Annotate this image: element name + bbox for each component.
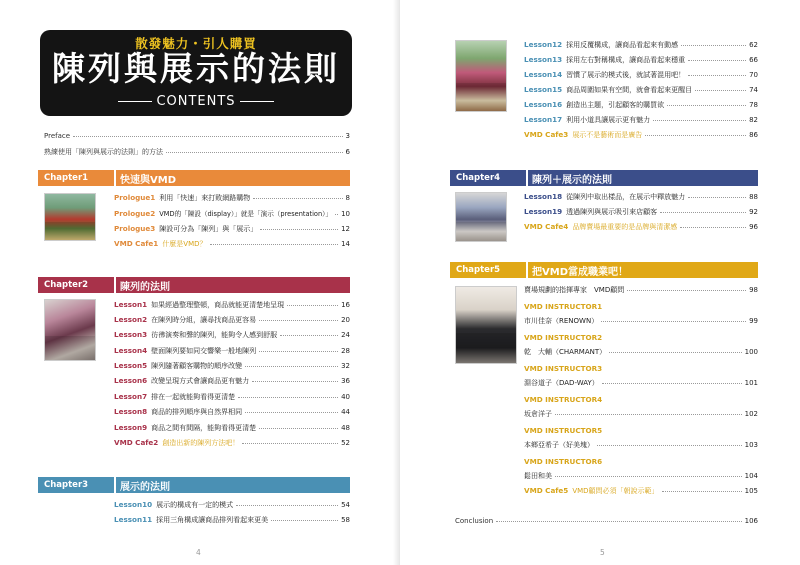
- chapter1-photo: [44, 193, 96, 241]
- leader-dots: [259, 351, 338, 352]
- page-number: 106: [744, 517, 758, 525]
- entry-text: 在陳列時分組，讓尋找商品更容易: [151, 316, 257, 324]
- entry-text: VMD顧問必須「朝說示範」: [572, 487, 659, 495]
- entry-label: Lesson12: [524, 40, 563, 49]
- toc-entry-how-to-use[interactable]: [44, 145, 350, 159]
- entry-text: 鬆田和美: [524, 472, 552, 480]
- entry-text: Conclusion: [455, 517, 494, 525]
- entry-label: Prologue2: [114, 209, 156, 218]
- entry-text: 品牌賣場最重要的是品牌與清潔感: [572, 223, 678, 231]
- page-number: 6: [345, 148, 350, 156]
- entry-text: 商品周圍如果有空間，就會看起來更醒目: [566, 86, 693, 94]
- entry-label: Lesson4: [114, 346, 148, 355]
- page-number: 44: [341, 408, 350, 416]
- toc-entry[interactable]: [524, 345, 758, 359]
- toc-entry-cafe[interactable]: [524, 484, 758, 498]
- toc-entry-cafe[interactable]: [524, 128, 758, 142]
- entry-text: VMD的「陳設（display）」就是「演示（presentation）」: [159, 210, 333, 218]
- page-number: 24: [341, 331, 350, 339]
- entry-text: 創造出新的陳列方法吧！: [162, 439, 240, 447]
- page-number: 74: [749, 86, 758, 94]
- entry-label: Lesson6: [114, 376, 148, 385]
- entry-label: VMD Cafe5: [524, 486, 569, 495]
- toc-entry[interactable]: [114, 298, 350, 312]
- page-number: 98: [749, 286, 758, 294]
- page-number: 102: [744, 410, 758, 418]
- entry-label: Lesson5: [114, 361, 148, 370]
- entry-label: VMD Cafe2: [114, 438, 159, 447]
- toc-entry-cafe[interactable]: [524, 220, 758, 234]
- entry-label: VMD Cafe3: [524, 130, 569, 139]
- instructor-heading: [524, 300, 758, 314]
- entry-text: 展示的構成有一定的模式: [156, 501, 234, 509]
- entry-text: 乾 大輔（CHARMANT）: [524, 348, 607, 356]
- chapter5-photo: [455, 286, 517, 364]
- leader-dots: [681, 45, 746, 46]
- page-number: 99: [749, 317, 758, 325]
- entry-text: 陳列隨著顧客購物的順序改變: [151, 362, 243, 370]
- chapter-label: Chapter5: [456, 265, 501, 275]
- toc-entry[interactable]: [524, 190, 758, 204]
- leader-dots: [252, 381, 338, 382]
- entry-label: VMD INSTRUCTOR1: [524, 302, 603, 311]
- toc-entry[interactable]: [114, 405, 350, 419]
- page-number: 86: [749, 131, 758, 139]
- entry-label: VMD INSTRUCTOR3: [524, 364, 603, 373]
- toc-entry-preface[interactable]: [44, 129, 350, 143]
- chapter5-header[interactable]: [450, 262, 758, 278]
- title-block: [40, 30, 352, 116]
- leader-dots: [280, 335, 338, 336]
- page-number: 66: [749, 56, 758, 64]
- entry-label: VMD Cafe1: [114, 239, 159, 248]
- leader-dots: [210, 244, 339, 245]
- entry-text: 如果經過整理整頓，商品就能更清楚地呈現: [151, 301, 285, 309]
- entry-label: VMD INSTRUCTOR2: [524, 333, 603, 342]
- leader-dots: [627, 290, 746, 291]
- leader-dots: [73, 136, 342, 137]
- entry-text: 改變呈現方式會讓商品更有魅力: [151, 377, 250, 385]
- entry-label: VMD INSTRUCTOR5: [524, 426, 603, 435]
- chapter-label: Chapter2: [44, 280, 89, 290]
- entry-label: VMD Cafe4: [524, 222, 569, 231]
- entry-label: Lesson17: [524, 115, 563, 124]
- toc-entry[interactable]: [524, 469, 758, 483]
- entry-label: VMD INSTRUCTOR4: [524, 395, 603, 404]
- leader-dots: [238, 397, 338, 398]
- chapter4-header[interactable]: [450, 170, 758, 186]
- entry-text: Preface: [44, 132, 71, 140]
- entry-label: Lesson15: [524, 85, 563, 94]
- page-number: 3: [345, 132, 350, 140]
- right-page: [400, 0, 800, 565]
- page-number: 14: [341, 240, 350, 248]
- page-number: 48: [341, 424, 350, 432]
- leader-dots: [688, 75, 746, 76]
- entry-text: 商品的排列順序與自然界相同: [151, 408, 243, 416]
- leader-dots: [245, 366, 338, 367]
- toc-entry[interactable]: [114, 222, 350, 236]
- entry-label: Lesson9: [114, 423, 148, 432]
- entry-text: 採用反覆構成，讓商品看起來有動感: [566, 41, 679, 49]
- leader-dots: [236, 505, 338, 506]
- toc-entry[interactable]: [114, 328, 350, 342]
- toc-entry[interactable]: [524, 314, 758, 328]
- entry-text: 展示不是藝術而是廣告: [572, 131, 643, 139]
- entry-text: 賣場規劃的指揮專家 VMD顧問: [524, 286, 625, 294]
- photo-shade: [45, 336, 95, 360]
- toc-entry[interactable]: [524, 283, 758, 297]
- page-number: 32: [341, 362, 350, 370]
- book-title: 陳列與展示的法則: [52, 49, 340, 88]
- leader-dots: [245, 412, 338, 413]
- toc-entry[interactable]: [114, 513, 350, 527]
- leader-dots: [259, 320, 338, 321]
- chapter4-photo: [455, 192, 507, 242]
- entry-label: Prologue1: [114, 193, 156, 202]
- entry-text: 熟練使用「陳列與展示的法則」的方法: [44, 148, 163, 156]
- page-number: 40: [341, 393, 350, 401]
- entry-text: 習慣了展示的模式後，就試著混用吧！: [566, 71, 686, 79]
- photo-shade: [45, 222, 95, 240]
- page-number: 105: [744, 487, 758, 495]
- entry-text: 陳設可分為「陳列」與「展示」: [159, 225, 258, 233]
- leader-dots: [271, 520, 338, 521]
- entry-text: 從陳列中取出樣品，在展示中釋放魅力: [566, 193, 686, 201]
- chapter3-header[interactable]: [38, 477, 350, 493]
- chapter3-photo: [455, 40, 507, 112]
- leader-dots: [242, 443, 338, 444]
- photo-shade: [456, 83, 506, 111]
- page-number: 70: [749, 71, 758, 79]
- page-number: 82: [749, 116, 758, 124]
- page-folio-left: 4: [196, 548, 201, 557]
- leader-dots: [555, 476, 742, 477]
- page-number: 100: [744, 348, 758, 356]
- leader-dots: [660, 212, 746, 213]
- leader-dots: [555, 414, 742, 415]
- leader-dots: [166, 152, 343, 153]
- entry-label: Lesson3: [114, 330, 148, 339]
- chapter2-photo: [44, 299, 96, 361]
- left-page: [0, 0, 395, 565]
- page-folio-right: 5: [600, 548, 605, 557]
- entry-text: 採用左右對稱構成，讓商品看起來穩重: [566, 56, 686, 64]
- page-number: 20: [341, 316, 350, 324]
- leader-dots: [680, 227, 746, 228]
- entry-label: Lesson7: [114, 392, 148, 401]
- entry-label: Lesson16: [524, 100, 563, 109]
- instructor-heading: [524, 455, 758, 469]
- entry-label: Lesson18: [524, 192, 563, 201]
- entry-label: VMD INSTRUCTOR6: [524, 457, 603, 466]
- leader-dots: [253, 198, 342, 199]
- page-number: 28: [341, 347, 350, 355]
- page-number: 8: [345, 194, 350, 202]
- toc-entry[interactable]: [114, 374, 350, 388]
- leader-dots: [662, 491, 742, 492]
- toc-entry[interactable]: [524, 205, 758, 219]
- toc-entry[interactable]: [524, 53, 758, 67]
- entry-label: Lesson19: [524, 207, 563, 216]
- entry-text: 創造出主題，引起顧客的購買欲: [566, 101, 665, 109]
- entry-text: 市川佳奈（RENOWN）: [524, 317, 599, 325]
- toc-entry[interactable]: [114, 344, 350, 358]
- chapter-title: 把VMD當成職業吧！: [532, 266, 628, 278]
- leader-dots: [645, 135, 746, 136]
- leader-dots: [287, 305, 338, 306]
- entry-label: Lesson10: [114, 500, 153, 509]
- chapter-label: Chapter4: [456, 173, 501, 183]
- leader-dots: [601, 321, 746, 322]
- page-number: 96: [749, 223, 758, 231]
- instructor-heading: [524, 362, 758, 376]
- entry-text: 壁面陳列要如同交響樂一般地陳列: [151, 347, 257, 355]
- toc-entry[interactable]: [114, 421, 350, 435]
- entry-label: Lesson1: [114, 300, 148, 309]
- chapter-title: 陳列＋展示的法則: [532, 174, 612, 186]
- entry-text: 商品之間有間隔，能夠看得更清楚: [151, 424, 257, 432]
- chapter-label: Chapter1: [44, 173, 89, 183]
- page-number: 12: [341, 225, 350, 233]
- photo-shade: [456, 222, 506, 241]
- page-number: 54: [341, 501, 350, 509]
- toc-entry[interactable]: [524, 83, 758, 97]
- toc-entry-cafe[interactable]: [114, 436, 350, 450]
- leader-dots: [597, 445, 742, 446]
- toc-entry[interactable]: [114, 191, 350, 205]
- leader-dots: [259, 428, 338, 429]
- page-number: 78: [749, 101, 758, 109]
- chapter-label: Chapter3: [44, 480, 89, 490]
- entry-label: Lesson8: [114, 407, 148, 416]
- toc-entry[interactable]: [524, 38, 758, 52]
- entry-text: 透過陳列與展示吸引來店顧客: [566, 208, 658, 216]
- page-number: 92: [749, 208, 758, 216]
- leader-dots: [496, 521, 741, 522]
- leader-dots: [609, 352, 741, 353]
- rule-right: [240, 101, 274, 102]
- toc-entry[interactable]: [114, 390, 350, 404]
- entry-label: Prologue3: [114, 224, 156, 233]
- entry-label: Lesson14: [524, 70, 563, 79]
- entry-text: 淵谷道子（DAD-WAY）: [524, 379, 599, 387]
- entry-label: Lesson2: [114, 315, 148, 324]
- leader-dots: [688, 60, 746, 61]
- rule-left: [118, 101, 152, 102]
- leader-dots: [602, 383, 742, 384]
- book-subtitle: 散發魅力・引人購買: [135, 36, 257, 51]
- entry-text: 本鄉亞希子（好美塊）: [524, 441, 594, 449]
- contents-label: CONTENTS: [156, 94, 236, 109]
- toc-entry[interactable]: [114, 498, 350, 512]
- entry-text: 利用小道具讓展示更有魅力: [566, 116, 651, 124]
- leader-dots: [695, 90, 746, 91]
- page-number: 52: [341, 439, 350, 447]
- instructor-heading: [524, 424, 758, 438]
- toc-entry-cafe[interactable]: [114, 237, 350, 251]
- toc-entry[interactable]: [524, 438, 758, 452]
- leader-dots: [335, 214, 338, 215]
- photo-shade: [456, 333, 516, 363]
- toc-entry[interactable]: [114, 359, 350, 373]
- page-number: 36: [341, 377, 350, 385]
- instructor-heading: [524, 331, 758, 345]
- entry-text: 坂倉洋子: [524, 410, 552, 418]
- entry-text: 排在一起就能夠看得更清楚: [151, 393, 236, 401]
- toc-entry[interactable]: [524, 376, 758, 390]
- entry-text: 採用三角構成讓商品排列看起來更美: [156, 516, 269, 524]
- chapter-title: 快速與VMD: [120, 174, 176, 186]
- chapter-title: 陳列的法則: [120, 281, 170, 293]
- chapter2-header[interactable]: [38, 277, 350, 293]
- chapter1-header[interactable]: [38, 170, 350, 186]
- toc-entry[interactable]: [114, 313, 350, 327]
- toc-entry[interactable]: [114, 207, 350, 221]
- page-number: 10: [341, 210, 350, 218]
- toc-entry[interactable]: [524, 113, 758, 127]
- entry-text: 彷彿演奏和聲的陳列，能夠令人感到舒服: [151, 331, 278, 339]
- contents-heading: [40, 94, 352, 109]
- page-number: 103: [744, 441, 758, 449]
- toc-entry[interactable]: [524, 407, 758, 421]
- page-number: 62: [749, 41, 758, 49]
- leader-dots: [667, 105, 746, 106]
- leader-dots: [260, 229, 338, 230]
- entry-label: Lesson13: [524, 55, 563, 64]
- toc-entry[interactable]: [524, 98, 758, 112]
- instructor-heading: [524, 393, 758, 407]
- page-number: 101: [744, 379, 758, 387]
- toc-entry[interactable]: [524, 68, 758, 82]
- toc-entry-conclusion[interactable]: [455, 514, 758, 528]
- page-number: 88: [749, 193, 758, 201]
- entry-label: Lesson11: [114, 515, 153, 524]
- entry-text: 什麼是VMD？: [162, 240, 207, 248]
- page-number: 104: [744, 472, 758, 480]
- page-number: 16: [341, 301, 350, 309]
- page-number: 58: [341, 516, 350, 524]
- leader-dots: [688, 197, 746, 198]
- leader-dots: [653, 120, 746, 121]
- entry-text: 利用「快速」來打敗網路購物: [159, 194, 251, 202]
- chapter-title: 展示的法則: [120, 481, 170, 493]
